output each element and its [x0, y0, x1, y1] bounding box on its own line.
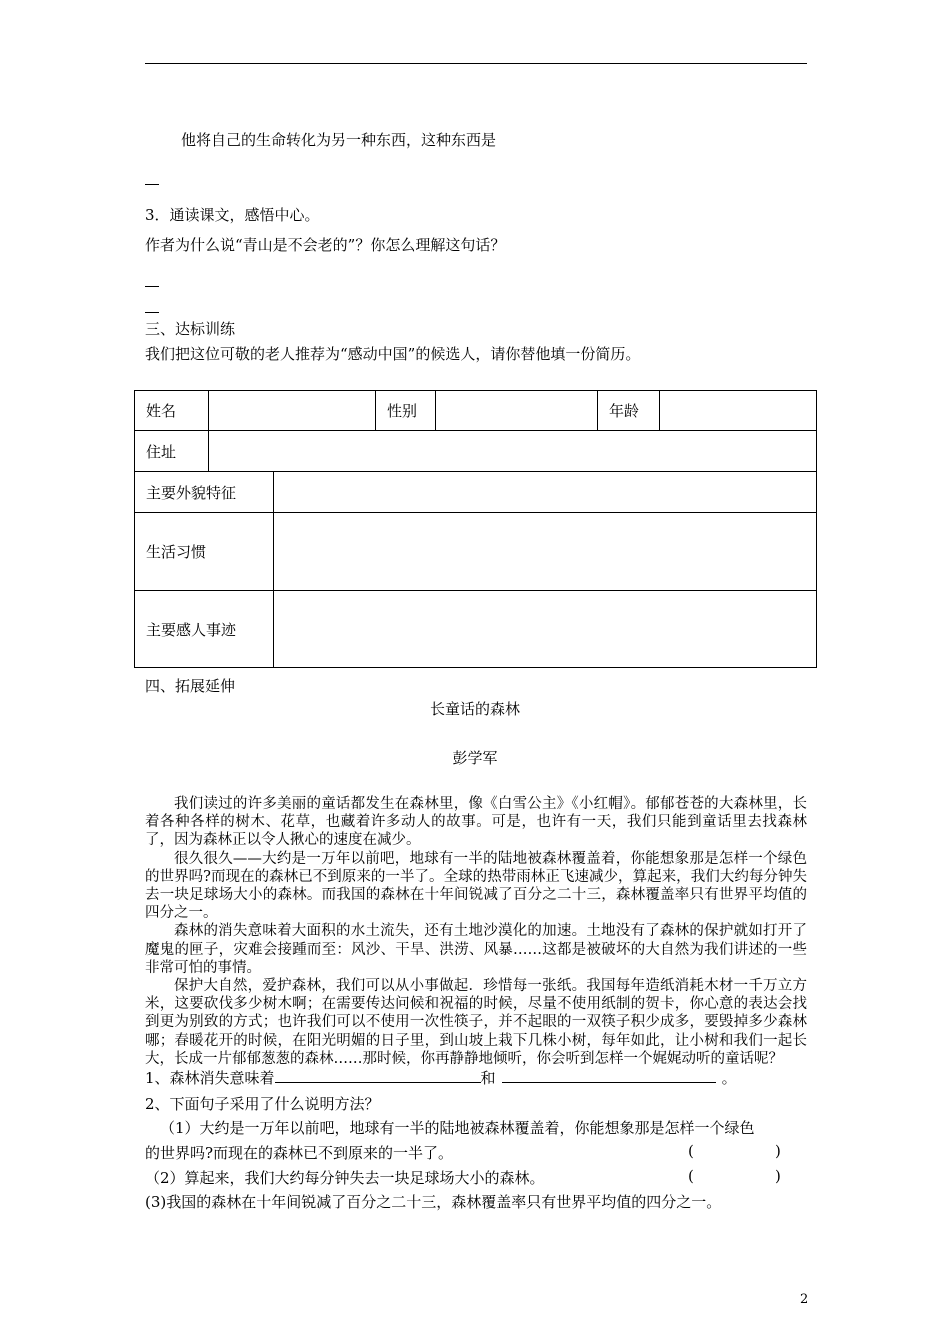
article-paragraph: 很久很久——大约是一万年以前吧，地球有一半的陆地被森林覆盖着，你能想象那是怎样一个绿色的世界吗?而现在的森林已不到原来的一半了。全球的热带雨林正飞速减少，算起来，我们大约每分钟失去一块足球场大小的森林。而我国的森林在十年间锐减了百分之二十三，森林覆盖率只有世界平均值的四分之一。: [145, 850, 807, 922]
appearance-label: 主要外貌特征: [135, 472, 274, 513]
answer-paren-open: (: [688, 1167, 694, 1185]
name-field[interactable]: [209, 391, 376, 431]
article-author: 彭学军: [452, 749, 498, 767]
q1-blank-1[interactable]: [275, 1068, 481, 1083]
training-instruction: 我们把这位可敬的老人推荐为“感动中国”的候选人，请你替他填一份简历。: [145, 345, 641, 363]
question-1: [145, 1067, 737, 1088]
answer-blank: [145, 312, 159, 313]
q1-blank-2[interactable]: [502, 1068, 716, 1083]
article-paragraph: 森林的消失意味着大面积的水土流失，还有土地沙漠化的加速。土地没有了森林的保护就如打开了魔鬼的匣子，灾难会接踵而至：风沙、干旱、洪涝、风暴……这都是被破坏的大自然为我们讲述的一些非常可怕的事情。: [145, 923, 807, 976]
q1-middle: 和: [480, 1069, 496, 1087]
article-body: [145, 795, 807, 1068]
address-field[interactable]: [209, 431, 817, 472]
resume-table: [134, 390, 817, 668]
q2-item1-line2: 的世界吗?而现在的森林已不到原来的一半了。: [145, 1144, 454, 1162]
section3-heading: 3．通读课文，感悟中心。: [145, 206, 320, 224]
extension-heading: 四、拓展延伸: [145, 677, 236, 695]
age-label: 年龄: [598, 391, 660, 431]
answer-paren-open: (: [688, 1142, 694, 1160]
q1-prefix: 1、森林消失意味着: [145, 1069, 275, 1087]
appearance-field[interactable]: [274, 472, 817, 513]
page-number: 2: [800, 1292, 809, 1307]
answer-paren-close: ): [775, 1167, 781, 1185]
answer-paren-close: ): [775, 1142, 781, 1160]
header-rule: [145, 63, 807, 64]
section3-question: 作者为什么说“青山是不会老的”？你怎么理解这句话？: [145, 236, 506, 254]
address-label: 住址: [135, 431, 209, 472]
article-paragraph: 保护大自然，爱护森林，我们可以从小事做起．珍惜每一张纸。我国每年造纸消耗木材一千万立方米，这要砍伐多少树木啊；在需要传达问候和祝福的时候，尽量不使用纸制的贺卡，你心意的表达会找到更为别致的方式；也许我们可以不使用一次性筷子，并不起眼的一双筷子积少成多，要毁掉多少森林哪；春暖花开的时候，在阳光明媚的日子里，到山坡上栽下几株小树，每年如此，让小树和我们一起长大，长成一片郁郁葱葱的森林……那时候，你再静静地倾听，你会听到怎样一个娓娓动听的童话呢？: [145, 978, 807, 1067]
age-field[interactable]: [660, 391, 817, 431]
training-heading: 三、达标训练: [145, 320, 236, 338]
gender-label: 性别: [376, 391, 436, 431]
habits-field[interactable]: [274, 513, 817, 591]
question-2-heading: 2、下面句子采用了什么说明方法？: [145, 1095, 380, 1113]
q2-item1-line1: （1）大约是一万年以前吧，地球有一半的陆地被森林覆盖着，你能想象那是怎样一个绿色: [160, 1119, 755, 1137]
article-title: 长童话的森林: [429, 700, 520, 718]
name-label: 姓名: [135, 391, 209, 431]
gender-field[interactable]: [436, 391, 598, 431]
answer-blank: [145, 184, 159, 185]
deeds-label: 主要感人事迹: [135, 591, 274, 668]
answer-blank: [145, 286, 159, 287]
q1-suffix: 。: [721, 1069, 737, 1087]
deeds-field[interactable]: [274, 591, 817, 668]
habits-label: 生活习惯: [135, 513, 274, 591]
article-paragraph: 我们读过的许多美丽的童话都发生在森林里，像《白雪公主》《小红帽》。郁郁苍苍的大森林里，长着各种各样的树木、花草，也藏着许多动人的故事。可是，也许有一天，我们只能到童话里去找森林了，因为森林正以令人揪心的速度在减少。: [145, 796, 807, 849]
q2-item2: （2）算起来，我们大约每分钟失去一块足球场大小的森林。: [145, 1169, 545, 1187]
question-life-transform: 他将自己的生命转化为另一种东西，这种东西是: [181, 131, 497, 149]
q2-item3: (3)我国的森林在十年间锐减了百分之二十三，森林覆盖率只有世界平均值的四分之一。: [145, 1193, 722, 1211]
